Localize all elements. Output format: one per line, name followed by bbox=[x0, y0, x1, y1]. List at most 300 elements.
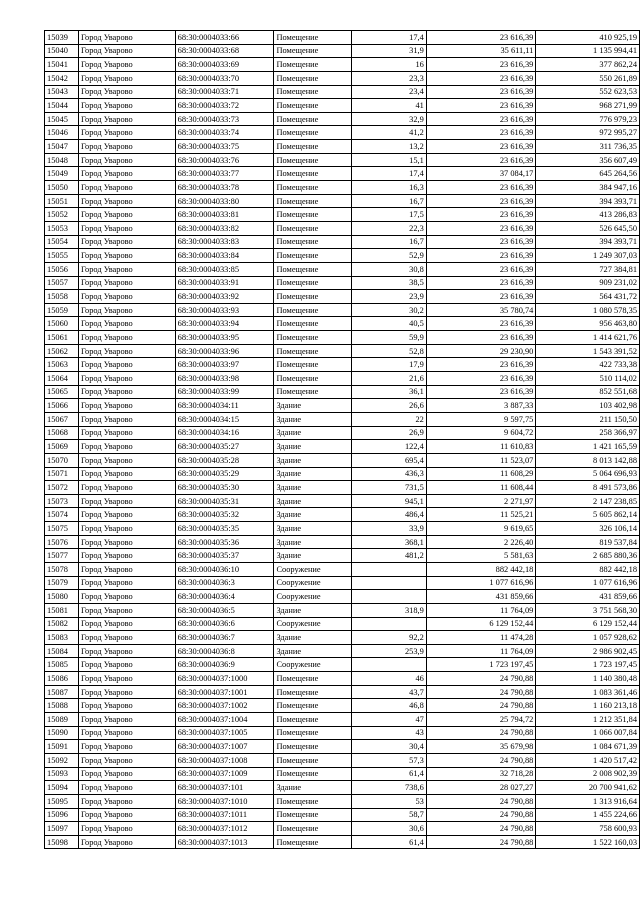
cadastral-value-cell: 1 084 671,39 bbox=[536, 740, 640, 754]
specific-value-cell: 29 230,90 bbox=[426, 344, 536, 358]
cadastral-value-cell: 8 491 573,86 bbox=[536, 481, 640, 495]
cadastral-value-table bbox=[44, 30, 640, 849]
municipality-cell: Город Уварово bbox=[78, 699, 175, 713]
cadastral-number-cell: 68:30:0004035:36 bbox=[175, 535, 274, 549]
specific-value-cell: 23 616,39 bbox=[426, 262, 536, 276]
table-row bbox=[45, 522, 640, 536]
row-number-cell: 15096 bbox=[45, 808, 79, 822]
table-row bbox=[45, 644, 640, 658]
object-type-cell: Помещение bbox=[274, 249, 352, 263]
object-type-cell: Помещение bbox=[274, 822, 352, 836]
table-row bbox=[45, 549, 640, 563]
row-number-cell: 15097 bbox=[45, 822, 79, 836]
table-row bbox=[45, 713, 640, 727]
object-type-cell: Помещение bbox=[274, 835, 352, 849]
object-type-cell: Сооружение bbox=[274, 658, 352, 672]
area-cell: 21,6 bbox=[352, 372, 427, 386]
cadastral-number-cell: 68:30:0004033:92 bbox=[175, 290, 274, 304]
row-number-cell: 15090 bbox=[45, 726, 79, 740]
area-cell: 695,4 bbox=[352, 453, 427, 467]
object-type-cell: Помещение bbox=[274, 44, 352, 58]
specific-value-cell: 23 616,39 bbox=[426, 358, 536, 372]
row-number-cell: 15044 bbox=[45, 99, 79, 113]
object-type-cell: Помещение bbox=[274, 262, 352, 276]
table-row bbox=[45, 85, 640, 99]
cadastral-value-cell: 1 543 391,52 bbox=[536, 344, 640, 358]
cadastral-number-cell: 68:30:0004037:1008 bbox=[175, 753, 274, 767]
cadastral-number-cell: 68:30:0004033:78 bbox=[175, 181, 274, 195]
area-cell: 52,9 bbox=[352, 249, 427, 263]
municipality-cell: Город Уварово bbox=[78, 794, 175, 808]
cadastral-value-cell: 1 421 165,59 bbox=[536, 440, 640, 454]
row-number-cell: 15061 bbox=[45, 331, 79, 345]
specific-value-cell: 431 859,66 bbox=[426, 590, 536, 604]
object-type-cell: Здание bbox=[274, 426, 352, 440]
row-number-cell: 15040 bbox=[45, 44, 79, 58]
object-type-cell: Помещение bbox=[274, 713, 352, 727]
cadastral-value-cell: 311 736,35 bbox=[536, 140, 640, 154]
object-type-cell: Помещение bbox=[274, 794, 352, 808]
area-cell: 122,4 bbox=[352, 440, 427, 454]
cadastral-number-cell: 68:30:0004036:8 bbox=[175, 644, 274, 658]
area-cell: 738,6 bbox=[352, 781, 427, 795]
specific-value-cell: 24 790,88 bbox=[426, 794, 536, 808]
area-cell: 61,4 bbox=[352, 835, 427, 849]
table-row bbox=[45, 331, 640, 345]
area-cell: 22 bbox=[352, 412, 427, 426]
specific-value-cell: 35 679,98 bbox=[426, 740, 536, 754]
object-type-cell: Здание bbox=[274, 522, 352, 536]
row-number-cell: 15050 bbox=[45, 181, 79, 195]
area-cell: 17,4 bbox=[352, 31, 427, 45]
area-cell: 46 bbox=[352, 672, 427, 686]
specific-value-cell: 25 794,72 bbox=[426, 713, 536, 727]
table-row bbox=[45, 426, 640, 440]
row-number-cell: 15064 bbox=[45, 372, 79, 386]
municipality-cell: Город Уварово bbox=[78, 235, 175, 249]
cadastral-number-cell: 68:30:0004037:1007 bbox=[175, 740, 274, 754]
specific-value-cell: 11 610,83 bbox=[426, 440, 536, 454]
cadastral-value-cell: 422 733,38 bbox=[536, 358, 640, 372]
object-type-cell: Здание bbox=[274, 453, 352, 467]
object-type-cell: Помещение bbox=[274, 344, 352, 358]
table-row bbox=[45, 822, 640, 836]
municipality-cell: Город Уварово bbox=[78, 31, 175, 45]
row-number-cell: 15093 bbox=[45, 767, 79, 781]
table-row bbox=[45, 44, 640, 58]
row-number-cell: 15069 bbox=[45, 440, 79, 454]
row-number-cell: 15043 bbox=[45, 85, 79, 99]
area-cell: 26,9 bbox=[352, 426, 427, 440]
row-number-cell: 15066 bbox=[45, 399, 79, 413]
object-type-cell: Помещение bbox=[274, 140, 352, 154]
row-number-cell: 15068 bbox=[45, 426, 79, 440]
cadastral-number-cell: 68:30:0004033:83 bbox=[175, 235, 274, 249]
row-number-cell: 15054 bbox=[45, 235, 79, 249]
municipality-cell: Город Уварово bbox=[78, 126, 175, 140]
cadastral-number-cell: 68:30:0004033:71 bbox=[175, 85, 274, 99]
cadastral-number-cell: 68:30:0004037:1005 bbox=[175, 726, 274, 740]
area-cell: 36,1 bbox=[352, 385, 427, 399]
area-cell: 23,3 bbox=[352, 71, 427, 85]
specific-value-cell: 23 616,39 bbox=[426, 58, 536, 72]
specific-value-cell: 23 616,39 bbox=[426, 385, 536, 399]
table-row bbox=[45, 726, 640, 740]
cadastral-value-cell: 413 286,83 bbox=[536, 208, 640, 222]
cadastral-value-cell: 776 979,23 bbox=[536, 112, 640, 126]
row-number-cell: 15060 bbox=[45, 317, 79, 331]
object-type-cell: Помещение bbox=[274, 685, 352, 699]
object-type-cell: Помещение bbox=[274, 290, 352, 304]
cadastral-value-cell: 326 106,14 bbox=[536, 522, 640, 536]
specific-value-cell: 11 608,44 bbox=[426, 481, 536, 495]
object-type-cell: Помещение bbox=[274, 276, 352, 290]
cadastral-number-cell: 68:30:0004033:94 bbox=[175, 317, 274, 331]
area-cell: 731,5 bbox=[352, 481, 427, 495]
municipality-cell: Город Уварово bbox=[78, 412, 175, 426]
specific-value-cell: 28 027,27 bbox=[426, 781, 536, 795]
area-cell: 40,5 bbox=[352, 317, 427, 331]
specific-value-cell: 5 581,63 bbox=[426, 549, 536, 563]
cadastral-value-cell: 956 463,80 bbox=[536, 317, 640, 331]
row-number-cell: 15083 bbox=[45, 631, 79, 645]
municipality-cell: Город Уварово bbox=[78, 194, 175, 208]
cadastral-value-cell: 258 366,97 bbox=[536, 426, 640, 440]
municipality-cell: Город Уварово bbox=[78, 617, 175, 631]
object-type-cell: Здание bbox=[274, 631, 352, 645]
row-number-cell: 15065 bbox=[45, 385, 79, 399]
table-row bbox=[45, 385, 640, 399]
specific-value-cell: 24 790,88 bbox=[426, 822, 536, 836]
table-row bbox=[45, 372, 640, 386]
row-number-cell: 15084 bbox=[45, 644, 79, 658]
cadastral-number-cell: 68:30:0004035:35 bbox=[175, 522, 274, 536]
object-type-cell: Помещение bbox=[274, 331, 352, 345]
area-cell: 30,6 bbox=[352, 822, 427, 836]
table-row bbox=[45, 112, 640, 126]
row-number-cell: 15053 bbox=[45, 221, 79, 235]
table-row bbox=[45, 290, 640, 304]
row-number-cell: 15067 bbox=[45, 412, 79, 426]
cadastral-number-cell: 68:30:0004033:76 bbox=[175, 153, 274, 167]
municipality-cell: Город Уварово bbox=[78, 399, 175, 413]
row-number-cell: 15076 bbox=[45, 535, 79, 549]
row-number-cell: 15077 bbox=[45, 549, 79, 563]
municipality-cell: Город Уварово bbox=[78, 808, 175, 822]
table-row bbox=[45, 276, 640, 290]
cadastral-value-cell: 3 751 568,30 bbox=[536, 603, 640, 617]
specific-value-cell: 35 780,74 bbox=[426, 303, 536, 317]
object-type-cell: Помещение bbox=[274, 112, 352, 126]
cadastral-number-cell: 68:30:0004035:32 bbox=[175, 508, 274, 522]
object-type-cell: Помещение bbox=[274, 753, 352, 767]
cadastral-number-cell: 68:30:0004037:1002 bbox=[175, 699, 274, 713]
municipality-cell: Город Уварово bbox=[78, 494, 175, 508]
municipality-cell: Город Уварово bbox=[78, 249, 175, 263]
table-row bbox=[45, 590, 640, 604]
table-row bbox=[45, 467, 640, 481]
object-type-cell: Помещение bbox=[274, 726, 352, 740]
municipality-cell: Город Уварово bbox=[78, 44, 175, 58]
area-cell: 17,4 bbox=[352, 167, 427, 181]
table-row bbox=[45, 235, 640, 249]
specific-value-cell: 23 616,39 bbox=[426, 372, 536, 386]
cadastral-number-cell: 68:30:0004034:11 bbox=[175, 399, 274, 413]
table-row bbox=[45, 781, 640, 795]
cadastral-number-cell: 68:30:0004033:77 bbox=[175, 167, 274, 181]
area-cell: 16,7 bbox=[352, 194, 427, 208]
table-row bbox=[45, 249, 640, 263]
object-type-cell: Здание bbox=[274, 644, 352, 658]
cadastral-number-cell: 68:30:0004033:80 bbox=[175, 194, 274, 208]
specific-value-cell: 2 226,40 bbox=[426, 535, 536, 549]
table-row bbox=[45, 740, 640, 754]
row-number-cell: 15073 bbox=[45, 494, 79, 508]
cadastral-value-cell: 394 393,71 bbox=[536, 194, 640, 208]
row-number-cell: 15039 bbox=[45, 31, 79, 45]
row-number-cell: 15057 bbox=[45, 276, 79, 290]
cadastral-value-cell: 1 723 197,45 bbox=[536, 658, 640, 672]
cadastral-value-cell: 645 264,56 bbox=[536, 167, 640, 181]
table-row bbox=[45, 835, 640, 849]
specific-value-cell: 24 790,88 bbox=[426, 672, 536, 686]
municipality-cell: Город Уварово bbox=[78, 562, 175, 576]
area-cell: 41 bbox=[352, 99, 427, 113]
table-row bbox=[45, 699, 640, 713]
cadastral-value-cell: 972 995,27 bbox=[536, 126, 640, 140]
row-number-cell: 15063 bbox=[45, 358, 79, 372]
municipality-cell: Город Уварово bbox=[78, 822, 175, 836]
cadastral-value-cell: 510 114,02 bbox=[536, 372, 640, 386]
object-type-cell: Сооружение bbox=[274, 590, 352, 604]
cadastral-value-cell: 5 064 696,93 bbox=[536, 467, 640, 481]
municipality-cell: Город Уварово bbox=[78, 740, 175, 754]
cadastral-value-cell: 1 212 351,84 bbox=[536, 713, 640, 727]
cadastral-value-cell: 2 008 902,39 bbox=[536, 767, 640, 781]
cadastral-number-cell: 68:30:0004037:1013 bbox=[175, 835, 274, 849]
cadastral-number-cell: 68:30:0004033:85 bbox=[175, 262, 274, 276]
specific-value-cell: 24 790,88 bbox=[426, 808, 536, 822]
area-cell: 43,7 bbox=[352, 685, 427, 699]
object-type-cell: Сооружение bbox=[274, 617, 352, 631]
area-cell: 486,4 bbox=[352, 508, 427, 522]
object-type-cell: Здание bbox=[274, 508, 352, 522]
municipality-cell: Город Уварово bbox=[78, 549, 175, 563]
area-cell: 481,2 bbox=[352, 549, 427, 563]
cadastral-value-cell: 1 057 928,62 bbox=[536, 631, 640, 645]
cadastral-number-cell: 68:30:0004037:1004 bbox=[175, 713, 274, 727]
row-number-cell: 15059 bbox=[45, 303, 79, 317]
object-type-cell: Сооружение bbox=[274, 562, 352, 576]
municipality-cell: Город Уварово bbox=[78, 535, 175, 549]
municipality-cell: Город Уварово bbox=[78, 290, 175, 304]
table-row bbox=[45, 412, 640, 426]
cadastral-number-cell: 68:30:0004033:84 bbox=[175, 249, 274, 263]
row-number-cell: 15080 bbox=[45, 590, 79, 604]
table-row bbox=[45, 767, 640, 781]
cadastral-value-cell: 410 925,19 bbox=[536, 31, 640, 45]
row-number-cell: 15089 bbox=[45, 713, 79, 727]
table-row bbox=[45, 181, 640, 195]
specific-value-cell: 23 616,39 bbox=[426, 249, 536, 263]
cadastral-number-cell: 68:30:0004033:91 bbox=[175, 276, 274, 290]
area-cell: 61,4 bbox=[352, 767, 427, 781]
table-row bbox=[45, 576, 640, 590]
cadastral-value-cell: 103 402,98 bbox=[536, 399, 640, 413]
object-type-cell: Помещение bbox=[274, 385, 352, 399]
cadastral-number-cell: 68:30:0004037:1009 bbox=[175, 767, 274, 781]
specific-value-cell: 23 616,39 bbox=[426, 221, 536, 235]
object-type-cell: Помещение bbox=[274, 126, 352, 140]
cadastral-number-cell: 68:30:0004033:70 bbox=[175, 71, 274, 85]
municipality-cell: Город Уварово bbox=[78, 590, 175, 604]
cadastral-number-cell: 68:30:0004033:98 bbox=[175, 372, 274, 386]
table-row bbox=[45, 262, 640, 276]
row-number-cell: 15041 bbox=[45, 58, 79, 72]
table-row bbox=[45, 153, 640, 167]
table-row bbox=[45, 31, 640, 45]
municipality-cell: Город Уварово bbox=[78, 208, 175, 222]
table-body bbox=[45, 31, 640, 849]
area-cell: 23,9 bbox=[352, 290, 427, 304]
table-row bbox=[45, 685, 640, 699]
cadastral-value-cell: 819 537,84 bbox=[536, 535, 640, 549]
table-row bbox=[45, 794, 640, 808]
specific-value-cell: 11 608,29 bbox=[426, 467, 536, 481]
cadastral-number-cell: 68:30:0004035:29 bbox=[175, 467, 274, 481]
specific-value-cell: 3 887,33 bbox=[426, 399, 536, 413]
cadastral-value-cell: 1 414 621,76 bbox=[536, 331, 640, 345]
row-number-cell: 15078 bbox=[45, 562, 79, 576]
specific-value-cell: 9 619,65 bbox=[426, 522, 536, 536]
specific-value-cell: 24 790,88 bbox=[426, 699, 536, 713]
cadastral-value-cell: 8 013 142,88 bbox=[536, 453, 640, 467]
area-cell: 53 bbox=[352, 794, 427, 808]
municipality-cell: Город Уварово bbox=[78, 99, 175, 113]
row-number-cell: 15048 bbox=[45, 153, 79, 167]
specific-value-cell: 23 616,39 bbox=[426, 181, 536, 195]
cadastral-value-cell: 20 700 941,62 bbox=[536, 781, 640, 795]
municipality-cell: Город Уварово bbox=[78, 453, 175, 467]
table-row bbox=[45, 603, 640, 617]
cadastral-number-cell: 68:30:0004033:69 bbox=[175, 58, 274, 72]
municipality-cell: Город Уварово bbox=[78, 140, 175, 154]
specific-value-cell: 32 718,28 bbox=[426, 767, 536, 781]
row-number-cell: 15095 bbox=[45, 794, 79, 808]
specific-value-cell: 6 129 152,44 bbox=[426, 617, 536, 631]
row-number-cell: 15082 bbox=[45, 617, 79, 631]
area-cell: 22,3 bbox=[352, 221, 427, 235]
specific-value-cell: 23 616,39 bbox=[426, 194, 536, 208]
area-cell: 16,7 bbox=[352, 235, 427, 249]
municipality-cell: Город Уварово bbox=[78, 440, 175, 454]
cadastral-value-cell: 2 986 902,45 bbox=[536, 644, 640, 658]
municipality-cell: Город Уварово bbox=[78, 767, 175, 781]
object-type-cell: Помещение bbox=[274, 767, 352, 781]
row-number-cell: 15045 bbox=[45, 112, 79, 126]
municipality-cell: Город Уварово bbox=[78, 481, 175, 495]
cadastral-number-cell: 68:30:0004037:1000 bbox=[175, 672, 274, 686]
table-row bbox=[45, 208, 640, 222]
table-row bbox=[45, 658, 640, 672]
area-cell: 47 bbox=[352, 713, 427, 727]
cadastral-number-cell: 68:30:0004035:37 bbox=[175, 549, 274, 563]
cadastral-number-cell: 68:30:0004037:1001 bbox=[175, 685, 274, 699]
area-cell: 23,4 bbox=[352, 85, 427, 99]
cadastral-number-cell: 68:30:0004036:3 bbox=[175, 576, 274, 590]
table-row bbox=[45, 71, 640, 85]
specific-value-cell: 23 616,39 bbox=[426, 112, 536, 126]
cadastral-value-cell: 6 129 152,44 bbox=[536, 617, 640, 631]
specific-value-cell: 35 611,11 bbox=[426, 44, 536, 58]
municipality-cell: Город Уварово bbox=[78, 344, 175, 358]
table-row bbox=[45, 508, 640, 522]
cadastral-value-cell: 211 150,50 bbox=[536, 412, 640, 426]
cadastral-value-cell: 1 080 578,35 bbox=[536, 303, 640, 317]
object-type-cell: Здание bbox=[274, 535, 352, 549]
object-type-cell: Помещение bbox=[274, 99, 352, 113]
specific-value-cell: 23 616,39 bbox=[426, 235, 536, 249]
object-type-cell: Помещение bbox=[274, 221, 352, 235]
specific-value-cell: 9 597,75 bbox=[426, 412, 536, 426]
cadastral-value-cell: 1 313 916,64 bbox=[536, 794, 640, 808]
cadastral-number-cell: 68:30:0004033:74 bbox=[175, 126, 274, 140]
specific-value-cell: 23 616,39 bbox=[426, 290, 536, 304]
municipality-cell: Город Уварово bbox=[78, 372, 175, 386]
area-cell: 41,2 bbox=[352, 126, 427, 140]
specific-value-cell: 37 084,17 bbox=[426, 167, 536, 181]
table-row bbox=[45, 344, 640, 358]
cadastral-number-cell: 68:30:0004033:93 bbox=[175, 303, 274, 317]
table-row bbox=[45, 317, 640, 331]
cadastral-number-cell: 68:30:0004033:95 bbox=[175, 331, 274, 345]
object-type-cell: Здание bbox=[274, 399, 352, 413]
object-type-cell: Здание bbox=[274, 440, 352, 454]
cadastral-value-cell: 1 077 616,96 bbox=[536, 576, 640, 590]
municipality-cell: Город Уварово bbox=[78, 58, 175, 72]
cadastral-value-cell: 968 271,99 bbox=[536, 99, 640, 113]
object-type-cell: Здание bbox=[274, 549, 352, 563]
cadastral-number-cell: 68:30:0004033:96 bbox=[175, 344, 274, 358]
cadastral-number-cell: 68:30:0004034:16 bbox=[175, 426, 274, 440]
municipality-cell: Город Уварово bbox=[78, 167, 175, 181]
row-number-cell: 15086 bbox=[45, 672, 79, 686]
specific-value-cell: 23 616,39 bbox=[426, 317, 536, 331]
cadastral-number-cell: 68:30:0004036:4 bbox=[175, 590, 274, 604]
municipality-cell: Город Уварово bbox=[78, 631, 175, 645]
cadastral-number-cell: 68:30:0004036:5 bbox=[175, 603, 274, 617]
municipality-cell: Город Уварово bbox=[78, 685, 175, 699]
specific-value-cell: 9 604,72 bbox=[426, 426, 536, 440]
cadastral-number-cell: 68:30:0004033:97 bbox=[175, 358, 274, 372]
area-cell bbox=[352, 658, 427, 672]
table-row bbox=[45, 194, 640, 208]
municipality-cell: Город Уварово bbox=[78, 112, 175, 126]
object-type-cell: Помещение bbox=[274, 699, 352, 713]
cadastral-number-cell: 68:30:0004033:72 bbox=[175, 99, 274, 113]
cadastral-value-cell: 384 947,16 bbox=[536, 181, 640, 195]
table-row bbox=[45, 99, 640, 113]
object-type-cell: Здание bbox=[274, 494, 352, 508]
specific-value-cell: 11 523,07 bbox=[426, 453, 536, 467]
municipality-cell: Город Уварово bbox=[78, 426, 175, 440]
object-type-cell: Помещение bbox=[274, 85, 352, 99]
table-row bbox=[45, 167, 640, 181]
municipality-cell: Город Уварово bbox=[78, 153, 175, 167]
area-cell: 33,9 bbox=[352, 522, 427, 536]
area-cell bbox=[352, 617, 427, 631]
cadastral-value-cell: 550 261,89 bbox=[536, 71, 640, 85]
